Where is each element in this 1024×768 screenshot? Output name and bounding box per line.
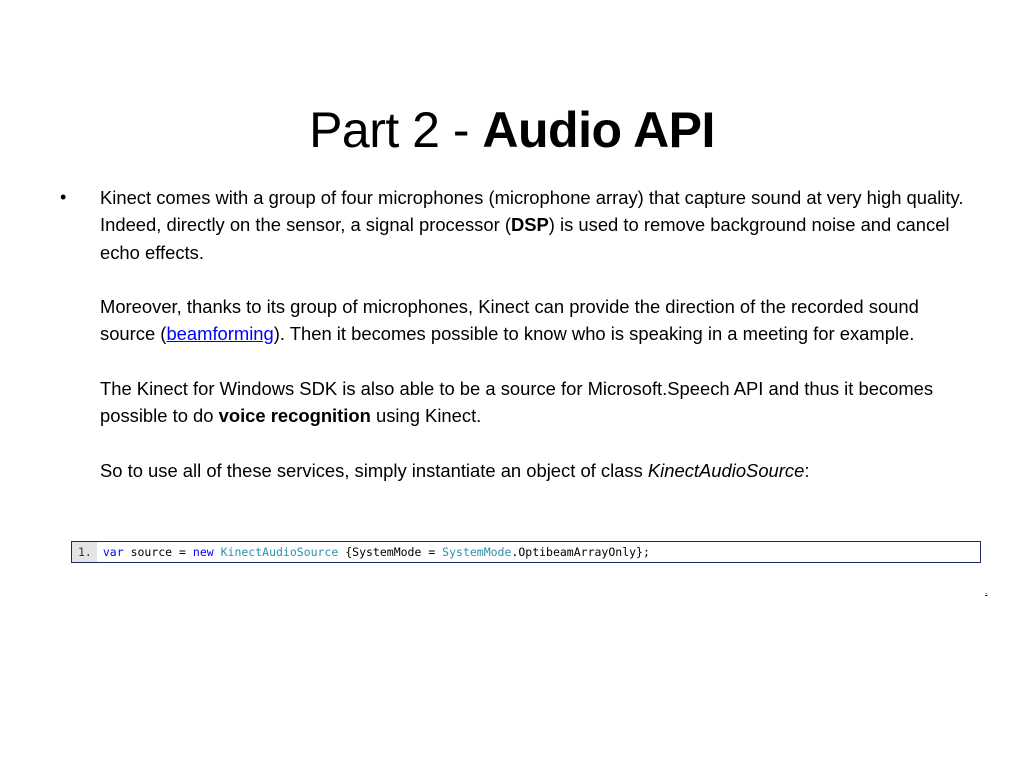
p2-text-2: ). Then it becomes possible to know who is speaking in a meeting for example. (273, 323, 915, 345)
code-text-3: .OptibeamArrayOnly}; (511, 545, 650, 559)
beamforming-link[interactable]: beamforming (166, 323, 274, 345)
type-kinect-audio-source: KinectAudioSource (220, 545, 339, 559)
paragraph-instantiate (100, 457, 966, 484)
paragraph-speech (100, 375, 966, 430)
p4-text-1: So to use all of these services, simply instantiate an object of class (100, 459, 648, 481)
paragraph-microphones (100, 184, 966, 266)
line-number: 1. (72, 542, 97, 562)
p3-text-1: The Kinect for Windows SDK is also able to be a source for Microsoft.Speech API and thus it becomes possible to do (100, 378, 934, 427)
type-system-mode: SystemMode (442, 545, 512, 559)
class-name-term: KinectAudioSource (647, 459, 805, 481)
code-text-1: source = (123, 545, 193, 559)
paragraph-beamforming (100, 293, 966, 348)
trailing-link[interactable]: . (985, 586, 988, 596)
code-line (97, 542, 650, 562)
code-text-2: {SystemMode = (338, 545, 443, 559)
p4-text-2: : (804, 459, 810, 481)
keyword-new: new (192, 545, 214, 559)
bullet-content (100, 184, 966, 484)
keyword-var: var (102, 545, 124, 559)
code-space (214, 545, 221, 559)
p2-text-1: Moreover, thanks to its group of microphones, Kinect can provide the direction of the recorded sound source ( (100, 296, 919, 345)
slide-title (0, 98, 1024, 162)
p1-text-1: Kinect comes with a group of four microphones (microphone array) that capture sound at very high quality. Indeed, directly on the sensor, a signal processor ( (100, 187, 964, 236)
title-bold: Audio API (482, 101, 715, 158)
p3-text-2: using Kinect. (370, 405, 482, 427)
dsp-term: DSP (510, 214, 549, 236)
bullet-icon: • (60, 187, 67, 207)
code-snippet (71, 541, 981, 563)
title-prefix: Part 2 - (309, 101, 483, 158)
voice-recognition-term: voice recognition (218, 405, 371, 427)
bullet-list (56, 184, 966, 484)
p1-text-2: ) is used to remove background noise and cancel echo effects. (100, 214, 950, 263)
